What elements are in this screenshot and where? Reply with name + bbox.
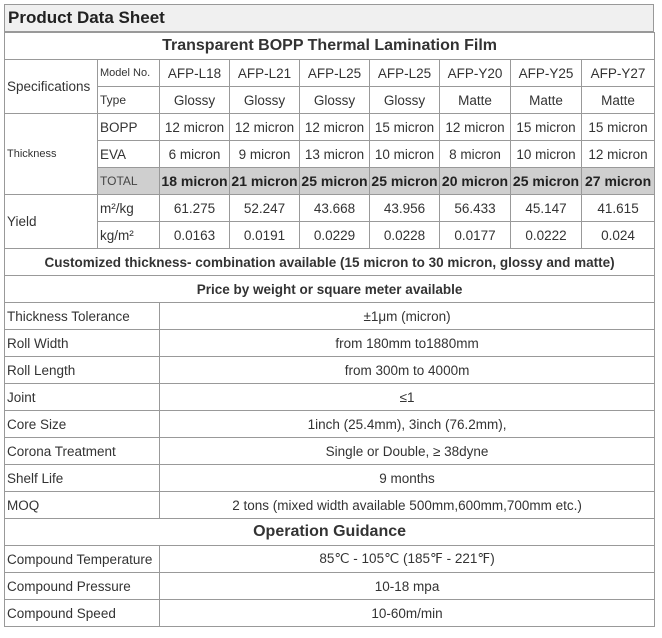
property-value: Single or Double, ≥ 38dyne xyxy=(160,438,655,465)
property-label: Roll Width xyxy=(5,330,160,357)
m2kg-cell: 43.668 xyxy=(300,195,370,222)
kgm2-cell: 0.0222 xyxy=(511,222,582,249)
property-label: Roll Length xyxy=(5,357,160,384)
property-row xyxy=(5,438,655,465)
eva-cell: 10 micron xyxy=(511,141,582,168)
m2kg-cell: 61.275 xyxy=(160,195,230,222)
property-label: Shelf Life xyxy=(5,465,160,492)
m2kg-label: m²/kg xyxy=(98,195,160,222)
customized-note: Customized thickness- combination available (15 micron to 30 micron, glossy and matte) xyxy=(5,249,655,276)
bopp-cell: 12 micron xyxy=(230,114,300,141)
property-row xyxy=(5,357,655,384)
bopp-cell: 15 micron xyxy=(511,114,582,141)
bopp-cell: 15 micron xyxy=(370,114,440,141)
eva-cell: 10 micron xyxy=(370,141,440,168)
kgm2-label: kg/m² xyxy=(98,222,160,249)
total-cell: 21 micron xyxy=(230,168,300,195)
m2kg-cell: 43.956 xyxy=(370,195,440,222)
eva-cell: 8 micron xyxy=(440,141,511,168)
total-cell: 18 micron xyxy=(160,168,230,195)
m2kg-cell: 56.433 xyxy=(440,195,511,222)
operation-value: 85℃ - 105℃ (185℉ - 221℉) xyxy=(160,546,655,573)
model-cell: AFP-L25 xyxy=(300,60,370,87)
product-name: Transparent BOPP Thermal Lamination Film xyxy=(5,33,655,60)
kgm2-cell: 0.0163 xyxy=(160,222,230,249)
bopp-row xyxy=(5,114,655,141)
eva-cell: 12 micron xyxy=(582,141,655,168)
type-cell: Glossy xyxy=(230,87,300,114)
total-row xyxy=(5,168,655,195)
property-label: Corona Treatment xyxy=(5,438,160,465)
type-cell: Matte xyxy=(440,87,511,114)
kgm2-cell: 0.0229 xyxy=(300,222,370,249)
model-cell: AFP-L21 xyxy=(230,60,300,87)
model-cell: AFP-Y25 xyxy=(511,60,582,87)
model-row xyxy=(5,60,655,87)
bopp-label: BOPP xyxy=(98,114,160,141)
kgm2-cell: 0.0228 xyxy=(370,222,440,249)
property-value: ±1μm (micron) xyxy=(160,303,655,330)
type-cell: Glossy xyxy=(370,87,440,114)
property-label: Thickness Tolerance xyxy=(5,303,160,330)
eva-label: EVA xyxy=(98,141,160,168)
property-value: ≤1 xyxy=(160,384,655,411)
operation-label: Compound Speed xyxy=(5,600,160,627)
operation-title: Operation Guidance xyxy=(5,519,655,546)
property-row xyxy=(5,330,655,357)
property-value: 1inch (25.4mm), 3inch (76.2mm), xyxy=(160,411,655,438)
kgm2-cell: 0.0177 xyxy=(440,222,511,249)
property-value: from 300m to 4000m xyxy=(160,357,655,384)
property-row xyxy=(5,303,655,330)
m2kg-cell: 52.247 xyxy=(230,195,300,222)
type-cell: Glossy xyxy=(160,87,230,114)
kgm2-cell: 0.024 xyxy=(582,222,655,249)
operation-value: 10-60m/min xyxy=(160,600,655,627)
property-row xyxy=(5,492,655,519)
property-row xyxy=(5,465,655,492)
m2kg-row xyxy=(5,195,655,222)
specifications-label: Specifications xyxy=(5,60,98,114)
total-label: TOTAL xyxy=(98,168,160,195)
bopp-cell: 15 micron xyxy=(582,114,655,141)
data-table xyxy=(4,32,655,627)
kgm2-row xyxy=(5,222,655,249)
yield-label: Yield xyxy=(5,195,98,249)
total-cell: 25 micron xyxy=(370,168,440,195)
total-cell: 25 micron xyxy=(300,168,370,195)
thickness-label: Thickness xyxy=(5,114,98,195)
property-label: Joint xyxy=(5,384,160,411)
eva-cell: 6 micron xyxy=(160,141,230,168)
type-label: Type xyxy=(98,87,160,114)
type-cell: Matte xyxy=(511,87,582,114)
model-cell: AFP-L18 xyxy=(160,60,230,87)
total-cell: 27 micron xyxy=(582,168,655,195)
total-cell: 20 micron xyxy=(440,168,511,195)
model-cell: AFP-Y27 xyxy=(582,60,655,87)
type-cell: Glossy xyxy=(300,87,370,114)
property-value: 9 months xyxy=(160,465,655,492)
operation-label: Compound Pressure xyxy=(5,573,160,600)
property-row xyxy=(5,384,655,411)
bopp-cell: 12 micron xyxy=(440,114,511,141)
eva-row xyxy=(5,141,655,168)
total-cell: 25 micron xyxy=(511,168,582,195)
eva-cell: 9 micron xyxy=(230,141,300,168)
operation-row xyxy=(5,573,655,600)
operation-label: Compound Temperature xyxy=(5,546,160,573)
property-row xyxy=(5,411,655,438)
model-cell: AFP-L25 xyxy=(370,60,440,87)
bopp-cell: 12 micron xyxy=(160,114,230,141)
operation-row xyxy=(5,600,655,627)
page-title: Product Data Sheet xyxy=(4,4,654,32)
price-note: Price by weight or square meter available xyxy=(5,276,655,303)
model-label: Model No. xyxy=(98,60,160,87)
operation-row xyxy=(5,546,655,573)
operation-value: 10-18 mpa xyxy=(160,573,655,600)
property-label: Core Size xyxy=(5,411,160,438)
property-value: from 180mm to1880mm xyxy=(160,330,655,357)
type-cell: Matte xyxy=(582,87,655,114)
eva-cell: 13 micron xyxy=(300,141,370,168)
property-value: 2 tons (mixed width available 500mm,600mm,700mm etc.) xyxy=(160,492,655,519)
property-label: MOQ xyxy=(5,492,160,519)
type-row xyxy=(5,87,655,114)
model-cell: AFP-Y20 xyxy=(440,60,511,87)
m2kg-cell: 41.615 xyxy=(582,195,655,222)
kgm2-cell: 0.0191 xyxy=(230,222,300,249)
bopp-cell: 12 micron xyxy=(300,114,370,141)
m2kg-cell: 45.147 xyxy=(511,195,582,222)
